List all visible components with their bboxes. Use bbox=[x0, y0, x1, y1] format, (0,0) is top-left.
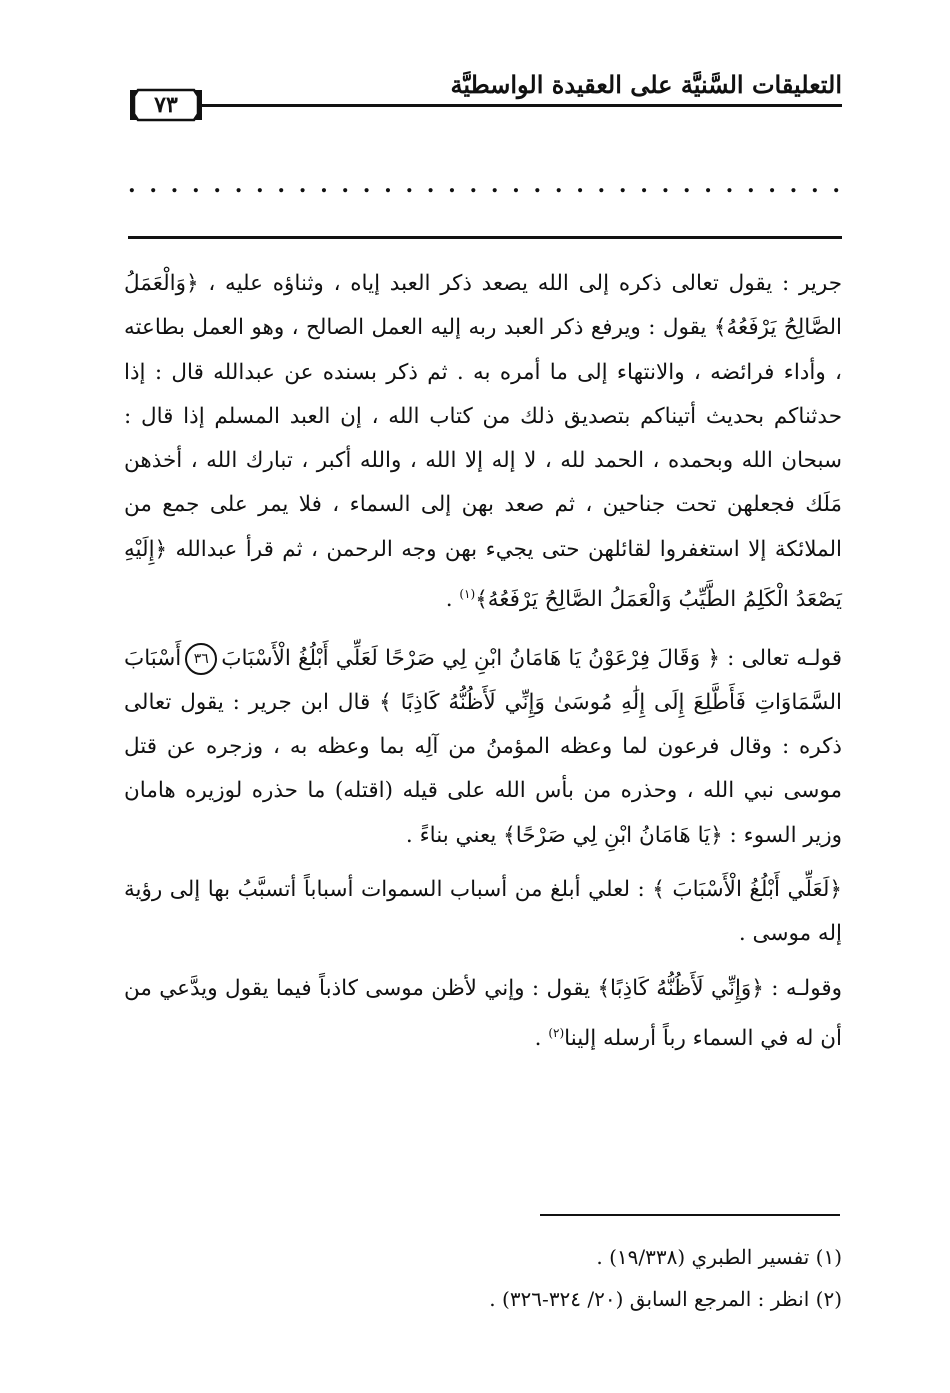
paragraph bbox=[124, 262, 842, 623]
paragraph-end: . bbox=[534, 1026, 549, 1052]
footnote-ref[interactable]: (٢) bbox=[548, 1025, 565, 1040]
paragraph-text: ﴿لَعَلِّي أَبْلُغُ الْأَسْبَابَ ﴾ : لعلي أبلغ من أسباب السموات أسباباً أتسبَّبُ بها إلى رؤية إله موسى . bbox=[124, 877, 842, 947]
page-number: ٧٣ bbox=[154, 92, 178, 118]
paragraph bbox=[124, 637, 842, 858]
paragraph bbox=[124, 967, 842, 1062]
page-header bbox=[128, 68, 842, 130]
paragraph-text: وقولـه : ﴿وَإِنِّي لَأَظُنُّهُ كَاذِبًا﴾ يقول : وإني لأظن موسى كاذباً فيما يقول ويدَّعي من أن له في السماء رباً أرسله إلينا bbox=[124, 975, 842, 1052]
verse-number-marker: ٣٦ bbox=[185, 643, 217, 675]
section-divider bbox=[128, 236, 842, 239]
header-rule bbox=[200, 104, 842, 107]
paragraph-text: قولـه تعالى : ﴿ وَقَالَ فِرْعَوْنُ يَا هَامَانُ ابْنِ لِي صَرْحًا لَعَلِّي أَبْلُغُ الْأَسْبَابَ bbox=[221, 645, 842, 671]
footnote-item: (١) تفسير الطبري (١٩/٣٣٨) . bbox=[596, 1245, 842, 1269]
footnote-ref[interactable]: (١) bbox=[459, 587, 476, 602]
page-number-badge bbox=[128, 88, 204, 122]
paragraph bbox=[124, 868, 842, 957]
paragraph-end: . bbox=[445, 587, 460, 613]
footnote-item: (٢) انظر : المرجع السابق (٢٠/ ٣٢٤-٣٢٦) . bbox=[489, 1287, 842, 1311]
footnotes bbox=[124, 1236, 842, 1320]
footnote-rule bbox=[540, 1214, 840, 1216]
running-title: التعليقات السَّنيَّة على العقيدة الواسطيَّة bbox=[450, 70, 842, 99]
paragraph-text: جرير : يقول تعالى ذكره إلى الله يصعد ذكر العبد إياه ، وثناؤه عليه ، ﴿وَالْعَمَلُ الصَّالِحُ يَرْفَعُهُ﴾ يقول : ويرفع ذكر العبد ربه إليه العمل الصالح ، وهو العمل بطاعته ، وأداء فرائضه ، والانتهاء إلى ما أمره به . ثم ذكر بسنده عن عبدالله قال : إذا حدثناكم بحديث أتيناكم بتصديق ذلك من كتاب الله ، إن العبد المسلم إذا قال : سبحان الله وبحمده ، الحمد لله ، لا إله إلا الله ، والله أكبر ، تبارك الله ، أخذهن مَلَك فجعلهن تحت جناحين ، ثم صعد بهن إلى السماء ، فلا يمر على جمع من الملائكة إلا استغفروا لقائلهن حتى يجيء بهن وجه الرحمن ، ثم قرأ عبدالله ﴿إِلَيْهِ يَصْعَدُ الْكَلِمُ الطَّيِّبُ وَالْعَمَلُ الصَّالِحُ يَرْفَعُهُ﴾ bbox=[124, 271, 842, 613]
paragraph-text: أَسْبَابَ السَّمَاوَاتِ فَأَطَّلِعَ إِلَى إِلَٰهِ مُوسَىٰ وَإِنِّي لَأَظُنُّهُ كَاذِبًا ﴾ قال ابن جرير : يقول تعالى ذكره : وقال فرعون لما وعظه المؤمنُ من آلِه بما وعظه به ، وزجره عن قتل موسى نبي الله ، وحذره من بأس الله على قيله (اقتله) ما حذره لوزيره هامان وزير السوء : ﴿يَا هَامَانُ ابْنِ لِي صَرْحًا﴾ يعني بناءً . bbox=[124, 645, 842, 848]
body-text bbox=[124, 262, 842, 1061]
ellipsis-divider: . . . . . . . . . . . . . . . . . . . . . . . . . . . . . . . . . . bbox=[128, 172, 842, 198]
